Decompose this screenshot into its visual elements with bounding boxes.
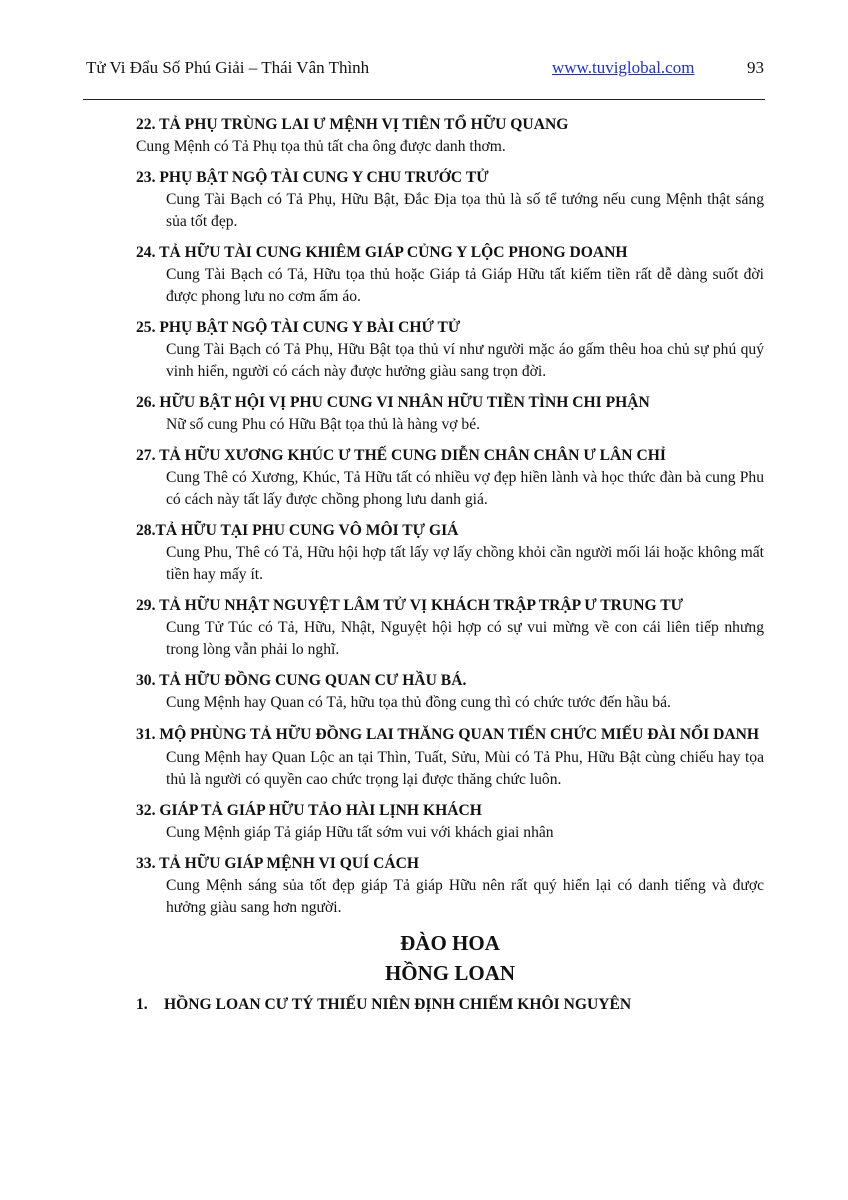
entry-text-23: Cung Tài Bạch có Tả Phụ, Hữu Bật, Đắc Địa tọa thủ là số tể tướng nếu cung Mệnh thật sáng sủa tốt đẹp.: [166, 191, 764, 230]
entry-text-26: Nữ số cung Phu có Hữu Bật tọa thủ là hàng vợ bé.: [166, 416, 481, 433]
page-header: [86, 58, 764, 86]
entry-heading-26: 26. HỮU BẬT HỘI VỊ PHU CUNG VI NHÂN HỮU TIỀN TÌNH CHI PHẬN: [136, 394, 650, 411]
entry-heading-33: 33. TẢ HỮU GIÁP MỆNH VI QUÍ CÁCH: [136, 855, 420, 872]
entry-heading-24: 24. TẢ HỮU TÀI CUNG KHIÊM GIÁP CỦNG Y LỘC PHONG DOANH: [136, 244, 628, 261]
entry-heading-31: 31. MỘ PHÙNG TẢ HỮU ĐỒNG LAI THĂNG QUAN TIẾN CHỨC MIẾU ĐÀI NỔI DANH: [136, 726, 760, 743]
entry-text-27: Cung Thê có Xương, Khúc, Tả Hữu tất có nhiều vợ đẹp hiền lành và học thức đàn bà cung Phu có cách này tất lấy được chồng phong lưu danh giá.: [166, 469, 764, 508]
entry-text-25: Cung Tài Bạch có Tả Phụ, Hữu Bật tọa thủ ví như người mặc áo gấm thêu hoa chủ sự phú quý vinh hiển, người có cách này được hưởng giàu sang trọn đời.: [166, 341, 764, 380]
list-item-text: HỒNG LOAN CƯ TÝ THIẾU NIÊN ĐỊNH CHIẾM KHÔI NGUYÊN: [164, 996, 632, 1013]
entry-heading-25: 25. PHỤ BẬT NGỘ TÀI CUNG Y BÀI CHỨ TỬ: [136, 319, 461, 336]
section-subtitle: HỒNG LOAN: [384, 961, 516, 985]
page-body: [136, 110, 764, 1016]
entry-text-24: Cung Tài Bạch có Tả, Hữu tọa thủ hoặc Giáp tả Giáp Hữu tất kiếm tiền rất dễ dàng suốt đời được phong lưu no cơm ấm áo.: [166, 266, 764, 305]
entry-text-31: Cung Mệnh hay Quan Lộc an tại Thìn, Tuất, Sửu, Mùi có Tả Phu, Hữu Bật cùng chiếu hay tọa thủ là người có quyền cao chức trọng lại được thăng chức luôn.: [166, 749, 764, 788]
entry-text-29: Cung Tử Túc có Tả, Hữu, Nhật, Nguyệt hội hợp có sự vui mừng về con cái liên tiếp nhưng trong lòng vẫn phải lo nghĩ.: [166, 619, 764, 658]
entry-heading-23: 23. PHỤ BẬT NGỘ TÀI CUNG Y CHU TRƯỚC TỬ: [136, 169, 489, 186]
entry-heading-27: 27. TẢ HỮU XƯƠNG KHÚC Ư THẾ CUNG DIỄN CHÂN CHÂN Ư LÂN CHỈ: [136, 447, 666, 464]
entry-text-30: Cung Mệnh hay Quan có Tả, hữu tọa thủ đồng cung thì có chức tước đến hầu bá.: [166, 694, 671, 711]
section-title: ĐÀO HOA: [400, 931, 500, 955]
header-divider: [83, 99, 765, 100]
list-item-number: 1.: [136, 996, 148, 1013]
entry-text-28: Cung Phu, Thê có Tả, Hữu hội hợp tất lấy vợ lấy chồng khỏi cần người mối lái hoặc không mất tiền hay mấy ít.: [166, 544, 764, 583]
page-number: 93: [747, 58, 764, 77]
entry-heading-22: 22. TẢ PHỤ TRÙNG LAI Ư MỆNH VỊ TIÊN TỔ HỮU QUANG: [136, 116, 569, 133]
entry-heading-29: 29. TẢ HỮU NHẬT NGUYỆT LÂM TỬ VỊ KHÁCH TRẬP TRẬP Ư TRUNG TƯ: [136, 597, 684, 614]
entry-heading-32: 32. GIÁP TẢ GIÁP HỮU TẢO HÀI LỊNH KHÁCH: [136, 802, 482, 819]
entry-heading-28: 28.TẢ HỮU TẠI PHU CUNG VÔ MÔI TỰ GIÁ: [136, 522, 459, 539]
entry-text-22: Cung Mệnh có Tả Phụ tọa thủ tất cha ông được danh thơm.: [136, 138, 506, 155]
entry-text-32: Cung Mệnh giáp Tả giáp Hữu tất sớm vui với khách giai nhân: [166, 824, 554, 841]
entry-heading-30: 30. TẢ HỮU ĐỒNG CUNG QUAN CƯ HẦU BÁ.: [136, 672, 467, 689]
entry-text-33: Cung Mệnh sáng sủa tốt đẹp giáp Tả giáp Hữu nên rất quý hiển lại có danh tiếng và được hưởng giàu sang hơn người.: [166, 877, 764, 916]
website-link[interactable]: www.tuviglobal.com: [552, 58, 695, 77]
list-item: [136, 988, 764, 1016]
book-title: Tử Vi Đẩu Số Phú Giải – Thái Vân Thình: [86, 58, 370, 77]
